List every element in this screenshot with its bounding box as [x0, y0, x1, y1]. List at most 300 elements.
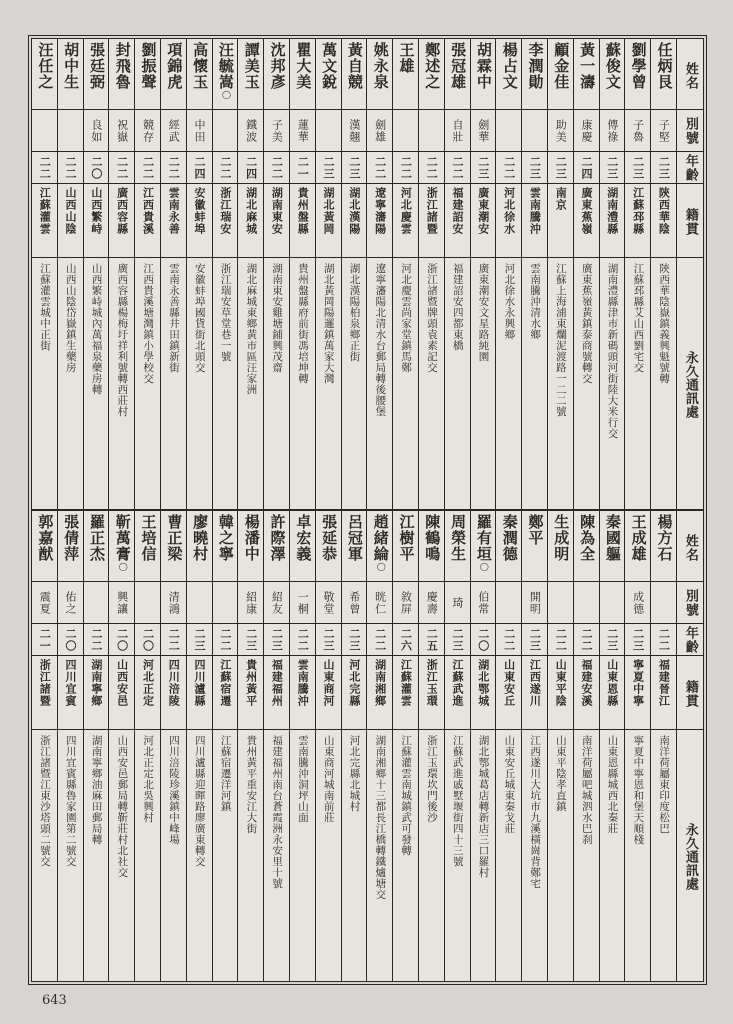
person-name: 楊方石: [655, 514, 674, 562]
person-alias: 紹友: [264, 581, 289, 623]
person-address: 浙江諸暨牌頭袁素記交: [419, 257, 444, 509]
person-column: [341, 511, 367, 981]
person-age: 二三: [316, 151, 341, 183]
person-alias: 劍雄: [367, 109, 392, 151]
person-native-place: 四川瀘縣: [187, 655, 212, 729]
person-native-place: 湖北漢陽: [342, 183, 367, 257]
person-address: 浙江諸暨江東沙塔頭二號交: [32, 729, 57, 981]
person-column: [521, 511, 547, 981]
person-column: [57, 511, 83, 981]
person-age: 二三: [264, 623, 289, 655]
person-column: [237, 39, 263, 509]
person-native-place: 江蘇武進: [445, 655, 470, 729]
person-age: 二二: [32, 151, 57, 183]
person-age: 二二: [367, 151, 392, 183]
person-column: [495, 511, 521, 981]
directory-table-frame: [31, 38, 704, 982]
person-alias: [548, 581, 573, 623]
person-address: 江蘇宿遷洋河鎮: [213, 729, 238, 981]
person-age: 二二: [109, 151, 134, 183]
person-age: 二二: [496, 151, 521, 183]
person-column: [83, 511, 109, 981]
footnote-circle-mark: ◯: [479, 562, 489, 571]
person-alias: [213, 109, 238, 151]
person-age: 二三: [600, 623, 625, 655]
person-alias: [651, 581, 676, 623]
person-age: 二一: [32, 623, 57, 655]
person-name: 萬文銳: [320, 42, 339, 90]
header-name: 姓名: [682, 61, 698, 90]
person-alias: 敬堂: [316, 581, 341, 623]
person-address: 浙江玉環坎門後沙: [419, 729, 444, 981]
person-age: 二二: [496, 623, 521, 655]
person-age: 二〇: [58, 623, 83, 655]
person-name: 趙緒綸◯: [371, 514, 390, 571]
person-alias: [135, 581, 160, 623]
person-column: [624, 39, 650, 509]
person-alias: 伯常: [471, 581, 496, 623]
person-age: 二〇: [471, 623, 496, 655]
person-age: 二五: [419, 623, 444, 655]
person-column: [650, 39, 676, 509]
person-alias: 良如: [84, 109, 109, 151]
person-address: 河北慶雲尚家堂鎮馬鄭: [393, 257, 418, 509]
person-column: [392, 39, 418, 509]
person-address: 湖北麻城東鄉黃市區汪家洲: [238, 257, 263, 509]
person-age: 二三: [445, 623, 470, 655]
person-column: [573, 511, 599, 981]
person-name: 江樹平: [397, 514, 416, 562]
person-alias: 一桐: [290, 581, 315, 623]
person-name: 王雄: [397, 42, 416, 74]
bottom-table: [32, 509, 703, 981]
person-alias: 經武: [161, 109, 186, 151]
person-address: 貴州黃平重安江大街: [238, 729, 263, 981]
person-column: [599, 511, 625, 981]
person-alias: 佑之: [58, 581, 83, 623]
person-address: 山西山陰岱嶽鎮生藥房: [58, 257, 83, 509]
person-name: 張廷弼: [87, 42, 106, 90]
person-name: 鄭述之: [423, 42, 442, 90]
person-address: 雲南騰沖洞坪山面: [290, 729, 315, 981]
person-native-place: 山西山陰: [58, 183, 83, 257]
person-alias: [522, 109, 547, 151]
person-address: 廣東蕉嶺黃鎮泰商號轉交: [574, 257, 599, 509]
person-alias: 子美: [264, 109, 289, 151]
person-native-place: 雲南騰沖: [522, 183, 547, 257]
person-alias: 紹康: [238, 581, 263, 623]
header-address: 永久通訊處: [677, 257, 703, 509]
person-name: 羅正杰: [87, 514, 106, 562]
person-name: 姚永泉: [371, 42, 390, 90]
person-name: 封飛魯: [113, 42, 132, 90]
person-column: [160, 511, 186, 981]
person-native-place: 浙江諸暨: [32, 655, 57, 729]
person-column: [624, 511, 650, 981]
person-age: 二二: [264, 151, 289, 183]
header-age: 年齡: [677, 623, 703, 655]
person-native-place: 山西繁峙: [84, 183, 109, 257]
person-column: [392, 511, 418, 981]
person-name: 靳萬膏◯: [113, 514, 132, 571]
person-name: 沈邦彥: [268, 42, 287, 90]
person-native-place: 浙江諸暨: [419, 183, 444, 257]
person-column: [521, 39, 547, 509]
person-native-place: 湖南東安: [264, 183, 289, 257]
person-name: 楊潘中: [242, 514, 261, 562]
person-age: 二三: [548, 151, 573, 183]
person-column: [470, 39, 496, 509]
person-age: 二四: [187, 151, 212, 183]
person-native-place: 河北完縣: [342, 655, 367, 729]
person-age: 二六: [393, 623, 418, 655]
person-column: [495, 39, 521, 509]
person-native-place: 廣西容縣: [109, 183, 134, 257]
person-native-place: 陝西華陰: [651, 183, 676, 257]
person-name: 高懷玉: [191, 42, 210, 90]
person-alias: 子堅: [651, 109, 676, 151]
person-name: 李潤勛: [526, 42, 545, 90]
person-name: 楊占文: [500, 42, 519, 90]
person-column: [289, 39, 315, 509]
top-row-header-column: [676, 39, 703, 509]
person-age: 二三: [238, 623, 263, 655]
person-address: 安徽蚌埠國貨街北頭交: [187, 257, 212, 509]
person-age: 二三: [342, 151, 367, 183]
person-column: [547, 511, 573, 981]
person-address: 廣西容縣楊梅圩祥利號轉西莊村: [109, 257, 134, 509]
person-name: 秦國軀: [603, 514, 622, 562]
header-alias: 別號: [677, 109, 703, 151]
person-alias: [84, 581, 109, 623]
person-age: 二〇: [135, 623, 160, 655]
person-address: 山東恩縣城西北秦莊: [600, 729, 625, 981]
person-name: 廖曉村: [191, 514, 210, 562]
header-native-place: 籍貫: [677, 183, 703, 257]
person-name: 汪任之: [36, 42, 55, 90]
person-alias: [316, 109, 341, 151]
person-column: [263, 511, 289, 981]
person-native-place: 山東平陰: [548, 655, 573, 729]
person-alias: 興讓: [109, 581, 134, 623]
person-name: 周榮生: [449, 514, 468, 562]
person-name: 王培信: [139, 514, 158, 562]
person-address: 四川涪陵珍溪鎮中峰場: [161, 729, 186, 981]
person-alias: [600, 581, 625, 623]
person-address: 福建詔安四都東橋: [445, 257, 470, 509]
person-column: [212, 39, 238, 509]
person-native-place: 河北慶雲: [393, 183, 418, 257]
person-name: 許際澤: [268, 514, 287, 562]
person-column: [444, 39, 470, 509]
person-address: 山東商河城南前莊: [316, 729, 341, 981]
person-native-place: 廣東潮安: [471, 183, 496, 257]
person-age: 二三: [522, 623, 547, 655]
person-native-place: 雲南騰沖: [290, 655, 315, 729]
person-native-place: 江蘇邳縣: [625, 183, 650, 257]
person-age: 二二: [161, 623, 186, 655]
person-name: 汪毓嵩◯: [216, 42, 235, 99]
person-column: [366, 39, 392, 509]
person-alias: [187, 581, 212, 623]
person-column: [32, 511, 57, 981]
person-age: 二二: [393, 151, 418, 183]
person-address: 山東平陰孝直鎮: [548, 729, 573, 981]
person-alias: [496, 581, 521, 623]
person-address: 江西遂川大坑市九溪橫崗背鄭宅: [522, 729, 547, 981]
person-column: [186, 511, 212, 981]
person-age: 二三: [651, 151, 676, 183]
page-number: 643: [42, 993, 67, 1008]
person-name: 羅有垣◯: [474, 514, 493, 571]
person-alias: [496, 109, 521, 151]
person-alias: [58, 109, 83, 151]
person-alias: 傳祿: [600, 109, 625, 151]
person-age: 二二: [213, 623, 238, 655]
person-native-place: 遼寧瀋陽: [367, 183, 392, 257]
person-age: 二三: [625, 151, 650, 183]
person-native-place: 廣東蕉嶺: [574, 183, 599, 257]
person-name: 胡霖中: [474, 42, 493, 90]
footnote-circle-mark: ◯: [376, 562, 386, 571]
person-age: 二三: [625, 623, 650, 655]
person-address: 浙江瑞安草堂巷一號: [213, 257, 238, 509]
person-column: [160, 39, 186, 509]
person-address: 南洋荷屬吧城泗水巴刹: [574, 729, 599, 981]
person-name: 卓宏義: [294, 514, 313, 562]
person-address: 湖北黃岡陽邏鎮萬家大灣: [316, 257, 341, 509]
person-column: [341, 39, 367, 509]
person-address: 湖北漢陽柏泉鄉正街: [342, 257, 367, 509]
person-address: 湖北鄂城葛店轉新店三口羅村: [471, 729, 496, 981]
person-age: 二二: [290, 623, 315, 655]
person-age: 二四: [238, 151, 263, 183]
person-name: 呂冠軍: [345, 514, 364, 562]
person-address: 河北正定北吳興村: [135, 729, 160, 981]
person-column: [134, 39, 160, 509]
person-address: 河北徐水永興鄉: [496, 257, 521, 509]
person-alias: [32, 109, 57, 151]
person-age: 二〇: [109, 623, 134, 655]
person-address: 山東安丘城東秦戈莊: [496, 729, 521, 981]
person-address: 河北完縣北城村: [342, 729, 367, 981]
person-age: 二二: [84, 623, 109, 655]
person-address: 江蘇上海浦東爛泥渡路一二二號: [548, 257, 573, 509]
person-native-place: 江蘇宿遷: [213, 655, 238, 729]
person-name: 陳鶴鳴: [423, 514, 442, 562]
person-name: 張冠雄: [449, 42, 468, 90]
person-column: [573, 39, 599, 509]
person-native-place: 江蘇灌雲: [32, 183, 57, 257]
person-column: [366, 511, 392, 981]
person-alias: 敘屏: [393, 581, 418, 623]
person-age: 二二: [574, 623, 599, 655]
person-age: 二二: [651, 623, 676, 655]
person-name: 瞿大美: [294, 42, 313, 90]
person-native-place: 福建晉江: [651, 655, 676, 729]
person-age: 二三: [342, 623, 367, 655]
person-native-place: 四川涪陵: [161, 655, 186, 729]
person-age: 二二: [419, 151, 444, 183]
person-alias: 漢翹: [342, 109, 367, 151]
person-age: 二二: [135, 151, 160, 183]
person-column: [108, 39, 134, 509]
person-alias: 慶壽: [419, 581, 444, 623]
bottom-table-columns: [32, 511, 676, 981]
person-name: 張延恭: [320, 514, 339, 562]
person-address: 南洋荷屬東印度松巴: [651, 729, 676, 981]
person-native-place: 江西遂川: [522, 655, 547, 729]
person-native-place: 湖北鄂城: [471, 655, 496, 729]
person-address: 雲南騰沖清水鄉: [522, 257, 547, 509]
person-age: 二二: [161, 151, 186, 183]
person-address: 江蘇灌雲南城鎮武可發轉: [393, 729, 418, 981]
person-age: 二二: [548, 623, 573, 655]
person-name: 王成雄: [629, 514, 648, 562]
person-native-place: 浙江瑞安: [213, 183, 238, 257]
person-name: 曹正梁: [165, 514, 184, 562]
person-alias: 成德: [625, 581, 650, 623]
person-alias: [419, 109, 444, 151]
person-age: 二三: [187, 623, 212, 655]
person-name: 郭嘉猷: [36, 514, 55, 562]
header-age: 年齡: [677, 151, 703, 183]
person-address: 廣東潮安文星路純園: [471, 257, 496, 509]
person-native-place: 湖南湘鄉: [367, 655, 392, 729]
person-alias: 劍華: [471, 109, 496, 151]
person-native-place: 貴州黃平: [238, 655, 263, 729]
person-alias: 鐵波: [238, 109, 263, 151]
person-alias: 中田: [187, 109, 212, 151]
person-column: [470, 511, 496, 981]
person-column: [186, 39, 212, 509]
person-address: 江蘇邳縣艾山西劉宅交: [625, 257, 650, 509]
person-native-place: 寧夏中寧: [625, 655, 650, 729]
person-alias: 晄仁: [367, 581, 392, 623]
person-column: [418, 39, 444, 509]
person-address: 江蘇武進戚墅堰街四十三號: [445, 729, 470, 981]
person-name: 胡中生: [62, 42, 81, 90]
person-name: 秦潤德: [500, 514, 519, 562]
person-column: [108, 511, 134, 981]
person-name: 劉學曾: [629, 42, 648, 90]
person-native-place: 湖北麻城: [238, 183, 263, 257]
person-address: 山西安邑郵局轉靳莊村北社交: [109, 729, 134, 981]
person-address: 江西貴溪塘灣鎮小學校交: [135, 257, 160, 509]
person-native-place: 湖北黃岡: [316, 183, 341, 257]
person-name: 張倩萍: [62, 514, 81, 562]
person-alias: 震夏: [32, 581, 57, 623]
header-alias: 別號: [677, 581, 703, 623]
person-age: 二二: [58, 151, 83, 183]
person-address: 遼寧瀋陽北清水台郵局轉後腰堡: [367, 257, 392, 509]
person-column: [650, 511, 676, 981]
person-alias: 清鴻: [161, 581, 186, 623]
person-native-place: 福建安溪: [574, 655, 599, 729]
person-column: [32, 39, 57, 509]
person-column: [263, 39, 289, 509]
person-age: 二二: [445, 151, 470, 183]
person-native-place: 山東商河: [316, 655, 341, 729]
person-native-place: 福建福州: [264, 655, 289, 729]
person-native-place: 山東安丘: [496, 655, 521, 729]
person-column: [315, 511, 341, 981]
person-native-place: 四川宜賓: [58, 655, 83, 729]
person-age: 二三: [471, 151, 496, 183]
person-name: 任炳艮: [655, 42, 674, 90]
person-name: 鄭平: [526, 514, 545, 546]
person-native-place: 南京: [548, 183, 573, 257]
person-column: [134, 511, 160, 981]
person-address: 雲南永善縣井田鎮新街: [161, 257, 186, 509]
person-name: 劉振聲: [139, 42, 158, 90]
person-age: 二三: [600, 151, 625, 183]
top-table: [32, 39, 703, 509]
person-alias: 祝嶽: [109, 109, 134, 151]
person-column: [547, 39, 573, 509]
person-native-place: 浙江玉環: [419, 655, 444, 729]
person-name: 陳為全: [578, 514, 597, 562]
person-address: 福建福州南台蒼霞洲永安里十號: [264, 729, 289, 981]
person-age: 二三: [316, 623, 341, 655]
header-name: 姓名: [682, 533, 698, 562]
header-native-place: 籍貫: [677, 655, 703, 729]
person-native-place: 湖南澧縣: [600, 183, 625, 257]
person-native-place: 山西安邑: [109, 655, 134, 729]
person-address: 四川瀘縣迎暉路廖廣東轉交: [187, 729, 212, 981]
person-name: 黃自競: [345, 42, 364, 90]
person-address: 湖南東安雞塘鋪興茂齋: [264, 257, 289, 509]
person-alias: 琦: [445, 581, 470, 623]
person-column: [212, 511, 238, 981]
footnote-circle-mark: ◯: [118, 562, 128, 571]
person-native-place: 雲南永善: [161, 183, 186, 257]
person-column: [57, 39, 83, 509]
person-name: 韓之寧: [216, 514, 235, 562]
person-native-place: 安徽蚌埠: [187, 183, 212, 257]
person-column: [599, 39, 625, 509]
person-column: [83, 39, 109, 509]
top-table-columns: [32, 39, 676, 509]
person-column: [289, 511, 315, 981]
person-address: 江蘇灌雲城中正街: [32, 257, 57, 509]
person-alias: 康慶: [574, 109, 599, 151]
person-native-place: 湖南寧鄉: [84, 655, 109, 729]
person-address: 湖南湘鄉十三都長江橋轉鐵爐塘交: [367, 729, 392, 981]
person-alias: 子魯: [625, 109, 650, 151]
person-alias: [213, 581, 238, 623]
person-native-place: 山東恩縣: [600, 655, 625, 729]
person-name: 顧金佳: [552, 42, 571, 90]
person-age: 二一: [290, 151, 315, 183]
header-address: 永久通訊處: [677, 729, 703, 981]
person-alias: 競存: [135, 109, 160, 151]
person-address: 山西繁峙城內萬福泉藥房轉: [84, 257, 109, 509]
person-address: 貴州盤縣府前街馮培坤轉: [290, 257, 315, 509]
person-age: 二三: [522, 151, 547, 183]
person-column: [418, 511, 444, 981]
person-age: 二〇: [84, 151, 109, 183]
person-name: 項錦虎: [165, 42, 184, 90]
person-native-place: 河北徐水: [496, 183, 521, 257]
person-name: 蘇俊文: [603, 42, 622, 90]
person-address: 湖南寧鄉油麻田郵局轉: [84, 729, 109, 981]
person-column: [315, 39, 341, 509]
person-native-place: 河北正定: [135, 655, 160, 729]
person-age: 二二: [213, 151, 238, 183]
person-name: 譚美玉: [242, 42, 261, 90]
person-alias: [393, 109, 418, 151]
